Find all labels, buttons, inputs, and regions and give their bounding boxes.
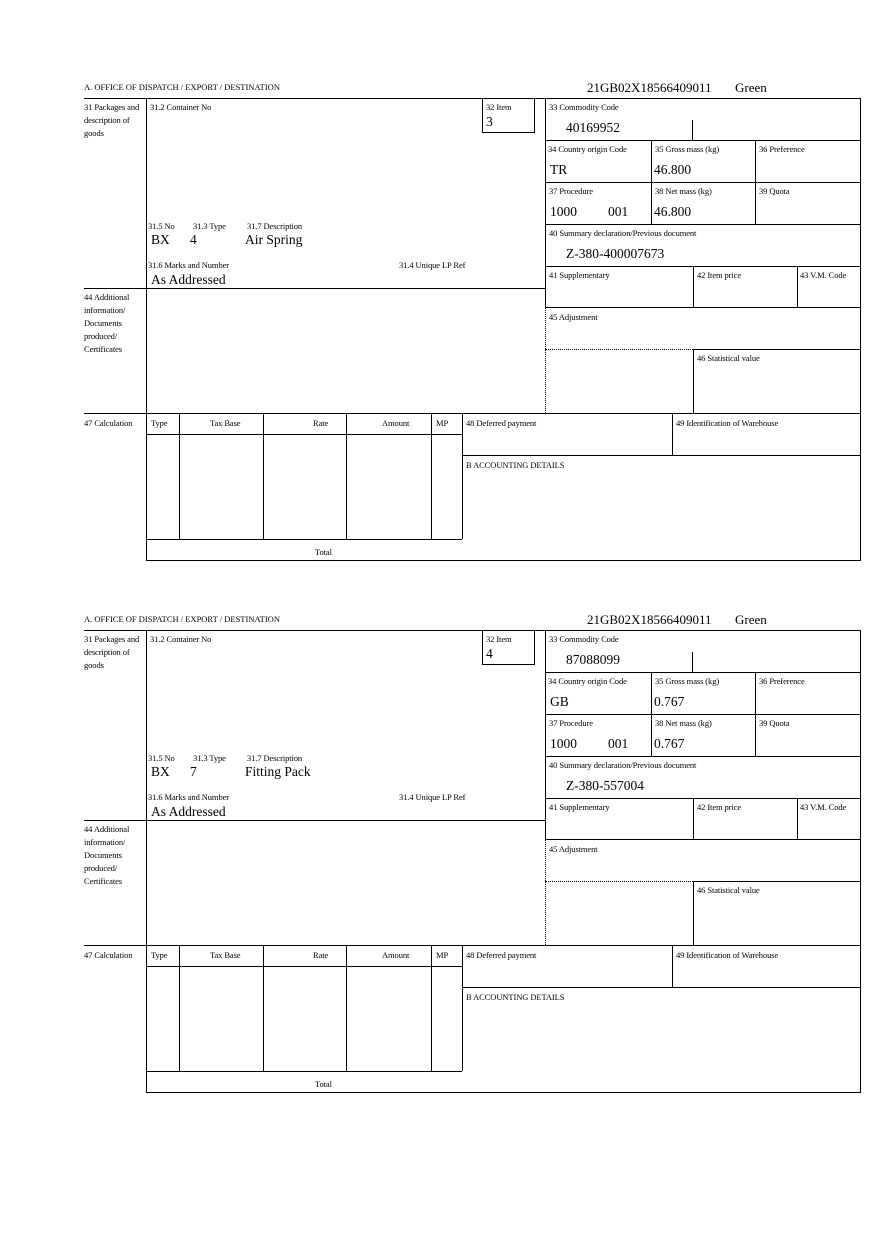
unique-lp-label: 31.4 Unique LP Ref (399, 792, 466, 802)
calc-type-header: Type (151, 418, 168, 428)
marks-value: As Addressed (151, 804, 226, 819)
gross-mass-value: 0.767 (654, 694, 685, 709)
gross-mass-label: 35 Gross mass (kg) (655, 676, 720, 686)
preference-label: 36 Preference (759, 144, 805, 154)
packages-label: 31 Packages and description of goods (84, 102, 140, 138)
procedure-value-a: 1000 (550, 736, 577, 751)
commodity-code-label: 33 Commodity Code (549, 634, 619, 644)
procedure-label: 37 Procedure (549, 718, 593, 728)
unique-lp-label: 31.4 Unique LP Ref (399, 260, 466, 270)
vm-code-label: 43 V.M. Code (800, 802, 847, 812)
calc-total-label: Total (315, 1079, 332, 1089)
package-type-label: 31.3 Type (193, 753, 226, 763)
summary-declaration-label: 40 Summary declaration/Previous document (549, 228, 697, 238)
net-mass-label: 38 Net mass (kg) (655, 186, 712, 196)
calc-tax-base-header: Tax Base (210, 418, 241, 428)
warehouse-label: 49 Identification of Warehouse (676, 950, 779, 960)
commodity-code-value: 87088099 (566, 652, 620, 667)
country-origin-value: TR (550, 162, 568, 177)
item-label: 32 Item (486, 634, 512, 644)
previous-document-value: Z-380-400007673 (566, 246, 665, 261)
calc-rate-header: Rate (313, 950, 329, 960)
net-mass-label: 38 Net mass (kg) (655, 718, 712, 728)
supplementary-label: 41 Supplementary (549, 270, 610, 280)
office-heading: A. OFFICE OF DISPATCH / EXPORT / DESTINATION (84, 82, 280, 92)
country-origin-label: 34 Country origin Code (548, 144, 627, 154)
net-mass-value: 0.767 (654, 736, 685, 751)
quota-label: 39 Quota (759, 186, 790, 196)
procedure-label: 37 Procedure (549, 186, 593, 196)
office-heading: A. OFFICE OF DISPATCH / EXPORT / DESTINATION (84, 614, 280, 624)
declaration-reference: 21GB02X18566409011 (587, 612, 712, 627)
package-description-label: 31.7 Description (247, 753, 303, 763)
calc-rate-header: Rate (313, 418, 329, 428)
calc-total-label: Total (315, 547, 332, 557)
calculation-label: 47 Calculation (84, 418, 133, 428)
calc-amount-header: Amount (382, 950, 410, 960)
adjustment-label: 45 Adjustment (549, 312, 598, 322)
commodity-code-value: 40169952 (566, 120, 620, 135)
item-label: 32 Item (486, 102, 512, 112)
package-description-label: 31.7 Description (247, 221, 303, 231)
previous-document-value: Z-380-557004 (566, 778, 644, 793)
accounting-details-label: B ACCOUNTING DETAILS (466, 992, 565, 1002)
additional-info-label: 44 Additional information/ Documents produced/ Certificates (84, 292, 130, 354)
supplementary-label: 41 Supplementary (549, 802, 610, 812)
additional-info-label: 44 Additional information/ Documents produced/ Certificates (84, 824, 130, 886)
gross-mass-value: 46.800 (654, 162, 692, 177)
statistical-value-label: 46 Statistical value (697, 885, 760, 895)
calc-mp-header: MP (436, 418, 449, 428)
marks-label: 31.6 Marks and Number (148, 792, 229, 802)
item-number: 4 (486, 646, 493, 661)
warehouse-label: 49 Identification of Warehouse (676, 418, 779, 428)
package-no-label: 31.5 No (148, 221, 175, 231)
route-status: Green (735, 80, 767, 95)
package-description-value: Fitting Pack (245, 764, 311, 779)
packages-label: 31 Packages and description of goods (84, 634, 140, 670)
item-price-label: 42 Item price (697, 802, 742, 812)
statistical-value-label: 46 Statistical value (697, 353, 760, 363)
adjustment-label: 45 Adjustment (549, 844, 598, 854)
accounting-details-label: B ACCOUNTING DETAILS (466, 460, 565, 470)
marks-value: As Addressed (151, 272, 226, 287)
package-no-label: 31.5 No (148, 753, 175, 763)
calc-mp-header: MP (436, 950, 449, 960)
calculation-label: 47 Calculation (84, 950, 133, 960)
container-no-label: 31.2 Container No (150, 634, 212, 644)
procedure-value-b: 001 (608, 736, 629, 751)
quota-label: 39 Quota (759, 718, 790, 728)
vm-code-label: 43 V.M. Code (800, 270, 847, 280)
package-no-value: BX (151, 764, 170, 779)
declaration-reference: 21GB02X18566409011 (587, 80, 712, 95)
route-status: Green (735, 612, 767, 627)
package-type-value: 4 (190, 232, 197, 247)
country-origin-value: GB (550, 694, 569, 709)
deferred-payment-label: 48 Deferred payment (466, 950, 537, 960)
commodity-code-label: 33 Commodity Code (549, 102, 619, 112)
package-type-value: 7 (190, 764, 197, 779)
net-mass-value: 46.800 (654, 204, 692, 219)
package-description-value: Air Spring (245, 232, 303, 247)
declaration-sheet (0, 532, 882, 1089)
package-no-value: BX (151, 232, 170, 247)
gross-mass-label: 35 Gross mass (kg) (655, 144, 720, 154)
summary-declaration-label: 40 Summary declaration/Previous document (549, 760, 697, 770)
item-number: 3 (486, 114, 493, 129)
calc-type-header: Type (151, 950, 168, 960)
declaration-sheet (0, 0, 882, 557)
marks-label: 31.6 Marks and Number (148, 260, 229, 270)
calc-amount-header: Amount (382, 418, 410, 428)
deferred-payment-label: 48 Deferred payment (466, 418, 537, 428)
procedure-value-b: 001 (608, 204, 629, 219)
calc-tax-base-header: Tax Base (210, 950, 241, 960)
item-price-label: 42 Item price (697, 270, 742, 280)
preference-label: 36 Preference (759, 676, 805, 686)
container-no-label: 31.2 Container No (150, 102, 212, 112)
procedure-value-a: 1000 (550, 204, 577, 219)
country-origin-label: 34 Country origin Code (548, 676, 627, 686)
package-type-label: 31.3 Type (193, 221, 226, 231)
